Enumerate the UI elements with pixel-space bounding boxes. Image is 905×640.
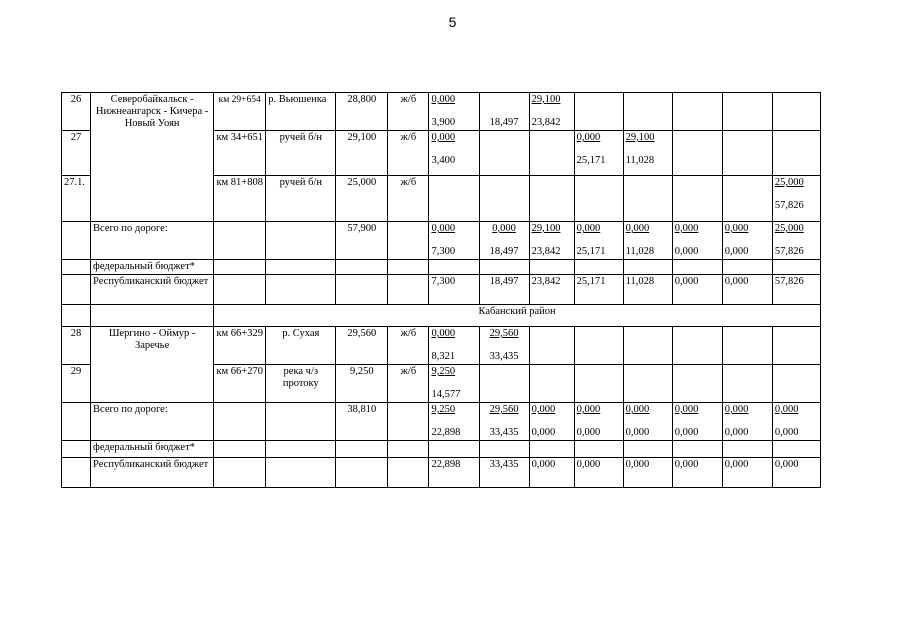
value-cell xyxy=(722,365,772,403)
length-value: 25,000 xyxy=(336,176,388,222)
federal-label: федеральный бюджет* xyxy=(91,441,214,458)
value-cell xyxy=(672,176,722,222)
federal-label: федеральный бюджет* xyxy=(91,260,214,275)
row-number: 27 xyxy=(62,131,91,176)
value-cell: 0,000 xyxy=(672,275,722,305)
value-cell: 29,100 11,028 xyxy=(623,131,672,176)
republic-budget-row xyxy=(62,458,821,488)
value-cell xyxy=(672,93,722,131)
value-cell: 29,560 33,435 xyxy=(479,403,529,441)
value-cell: 18,497 xyxy=(479,275,529,305)
object-name: р. Сухая xyxy=(266,327,336,365)
value-cell: 0,000 xyxy=(722,275,772,305)
value-cell xyxy=(479,176,529,222)
table-row-28 xyxy=(62,327,821,365)
value-cell xyxy=(623,176,672,222)
republic-label: Республиканский бюджет xyxy=(91,458,214,488)
value-cell: 0,000 11,028 xyxy=(623,222,672,260)
value-cell: 9,250 14,577 xyxy=(429,365,479,403)
value-cell: 0,000 0,000 xyxy=(722,403,772,441)
length-value: 29,560 xyxy=(336,327,388,365)
km-mark: км 66+329 xyxy=(214,327,266,365)
value-cell xyxy=(529,365,574,403)
value-cell: 7,300 xyxy=(429,275,479,305)
structure-type: ж/б xyxy=(388,327,429,365)
total-label: Всего по дороге: xyxy=(91,222,214,260)
value-cell xyxy=(529,131,574,176)
value-cell xyxy=(429,176,479,222)
row-number: 28 xyxy=(62,327,91,365)
object-name: ручей б/н xyxy=(266,176,336,222)
value-cell xyxy=(722,327,772,365)
value-cell: 0,000 xyxy=(623,458,672,488)
length-value: 57,900 xyxy=(336,222,388,260)
value-cell: 0,000 0,000 xyxy=(722,222,772,260)
structure-type: ж/б xyxy=(388,365,429,403)
value-cell: 29,100 23,842 xyxy=(529,93,574,131)
km-mark: км 81+808 xyxy=(214,176,266,222)
value-cell: 0,000 7,300 xyxy=(429,222,479,260)
value-cell: 0,000 25,171 xyxy=(574,131,623,176)
row-number: 27.1. xyxy=(62,176,91,222)
value-cell: 57,826 xyxy=(772,275,820,305)
value-cell: 25,000 57,826 xyxy=(772,176,820,222)
value-cell xyxy=(623,327,672,365)
value-cell xyxy=(479,365,529,403)
structure-type: ж/б xyxy=(388,176,429,222)
value-cell xyxy=(529,327,574,365)
total-row xyxy=(62,403,821,441)
value-cell: 0,000 0,000 xyxy=(529,403,574,441)
table-row-26 xyxy=(62,93,821,131)
value-cell: 0,000 xyxy=(672,458,722,488)
bridges-table xyxy=(61,92,821,488)
district-header-row xyxy=(62,305,821,327)
republic-label: Республиканский бюджет xyxy=(91,275,214,305)
value-cell: 25,171 xyxy=(574,275,623,305)
value-cell: 29,100 23,842 xyxy=(529,222,574,260)
value-cell xyxy=(772,131,820,176)
length-value: 29,100 xyxy=(336,131,388,176)
object-name: река ч/з протоку xyxy=(266,365,336,403)
value-cell xyxy=(722,176,772,222)
object-name: р. Вьюшенка xyxy=(266,93,336,131)
value-cell: 11,028 xyxy=(623,275,672,305)
km-mark: км 34+651 xyxy=(214,131,266,176)
value-cell: 0,000 xyxy=(772,458,820,488)
value-cell: 33,435 xyxy=(479,458,529,488)
road-name: Шергино - Оймур - Заречье xyxy=(91,327,214,403)
km-mark: км 66+270 xyxy=(214,365,266,403)
value-cell: 0,000 8,321 xyxy=(429,327,479,365)
total-label: Всего по дороге: xyxy=(91,403,214,441)
value-cell: 18,497 xyxy=(479,93,529,131)
value-cell xyxy=(574,176,623,222)
value-cell: 0,000 0,000 xyxy=(574,403,623,441)
value-cell: 0,000 3,400 xyxy=(429,131,479,176)
value-cell: 0,000 xyxy=(529,458,574,488)
value-cell xyxy=(574,327,623,365)
road-name: Северобайкальск - Нижнеангарск - Кичера - Новый Уоян xyxy=(91,93,214,222)
value-cell xyxy=(479,131,529,176)
length-value: 38,810 xyxy=(336,403,388,441)
value-cell xyxy=(772,365,820,403)
value-cell: 0,000 25,171 xyxy=(574,222,623,260)
value-cell xyxy=(529,176,574,222)
row-number: 29 xyxy=(62,365,91,403)
value-cell xyxy=(574,93,623,131)
value-cell xyxy=(623,365,672,403)
value-cell: 9,250 22,898 xyxy=(429,403,479,441)
value-cell xyxy=(672,131,722,176)
republic-budget-row xyxy=(62,275,821,305)
length-value: 28,800 xyxy=(336,93,388,131)
value-cell: 0,000 xyxy=(574,458,623,488)
structure-type: ж/б xyxy=(388,93,429,131)
value-cell: 0,000 0,000 xyxy=(672,403,722,441)
value-cell xyxy=(772,93,820,131)
value-cell xyxy=(672,365,722,403)
value-cell: 29,560 33,435 xyxy=(479,327,529,365)
value-cell xyxy=(722,93,772,131)
length-value: 9,250 xyxy=(336,365,388,403)
page-number: 5 xyxy=(448,14,457,30)
km-mark: км 29+654 xyxy=(214,93,266,131)
federal-budget-row xyxy=(62,260,821,275)
value-cell: 23,842 xyxy=(529,275,574,305)
value-cell: 0,000 0,000 xyxy=(772,403,820,441)
value-cell: 25,000 57,826 xyxy=(772,222,820,260)
value-cell xyxy=(672,327,722,365)
value-cell xyxy=(623,93,672,131)
structure-type: ж/б xyxy=(388,131,429,176)
total-row xyxy=(62,222,821,260)
value-cell xyxy=(772,327,820,365)
value-cell: 0,000 xyxy=(722,458,772,488)
federal-budget-row xyxy=(62,441,821,458)
district-title: Кабанский район xyxy=(214,305,821,327)
object-name: ручей б/н xyxy=(266,131,336,176)
value-cell: 22,898 xyxy=(429,458,479,488)
row-number: 26 xyxy=(62,93,91,131)
value-cell: 0,000 0,000 xyxy=(672,222,722,260)
value-cell: 0,000 18,497 xyxy=(479,222,529,260)
value-cell xyxy=(574,365,623,403)
value-cell xyxy=(722,131,772,176)
value-cell: 0,000 0,000 xyxy=(623,403,672,441)
value-cell: 0,000 3,900 xyxy=(429,93,479,131)
